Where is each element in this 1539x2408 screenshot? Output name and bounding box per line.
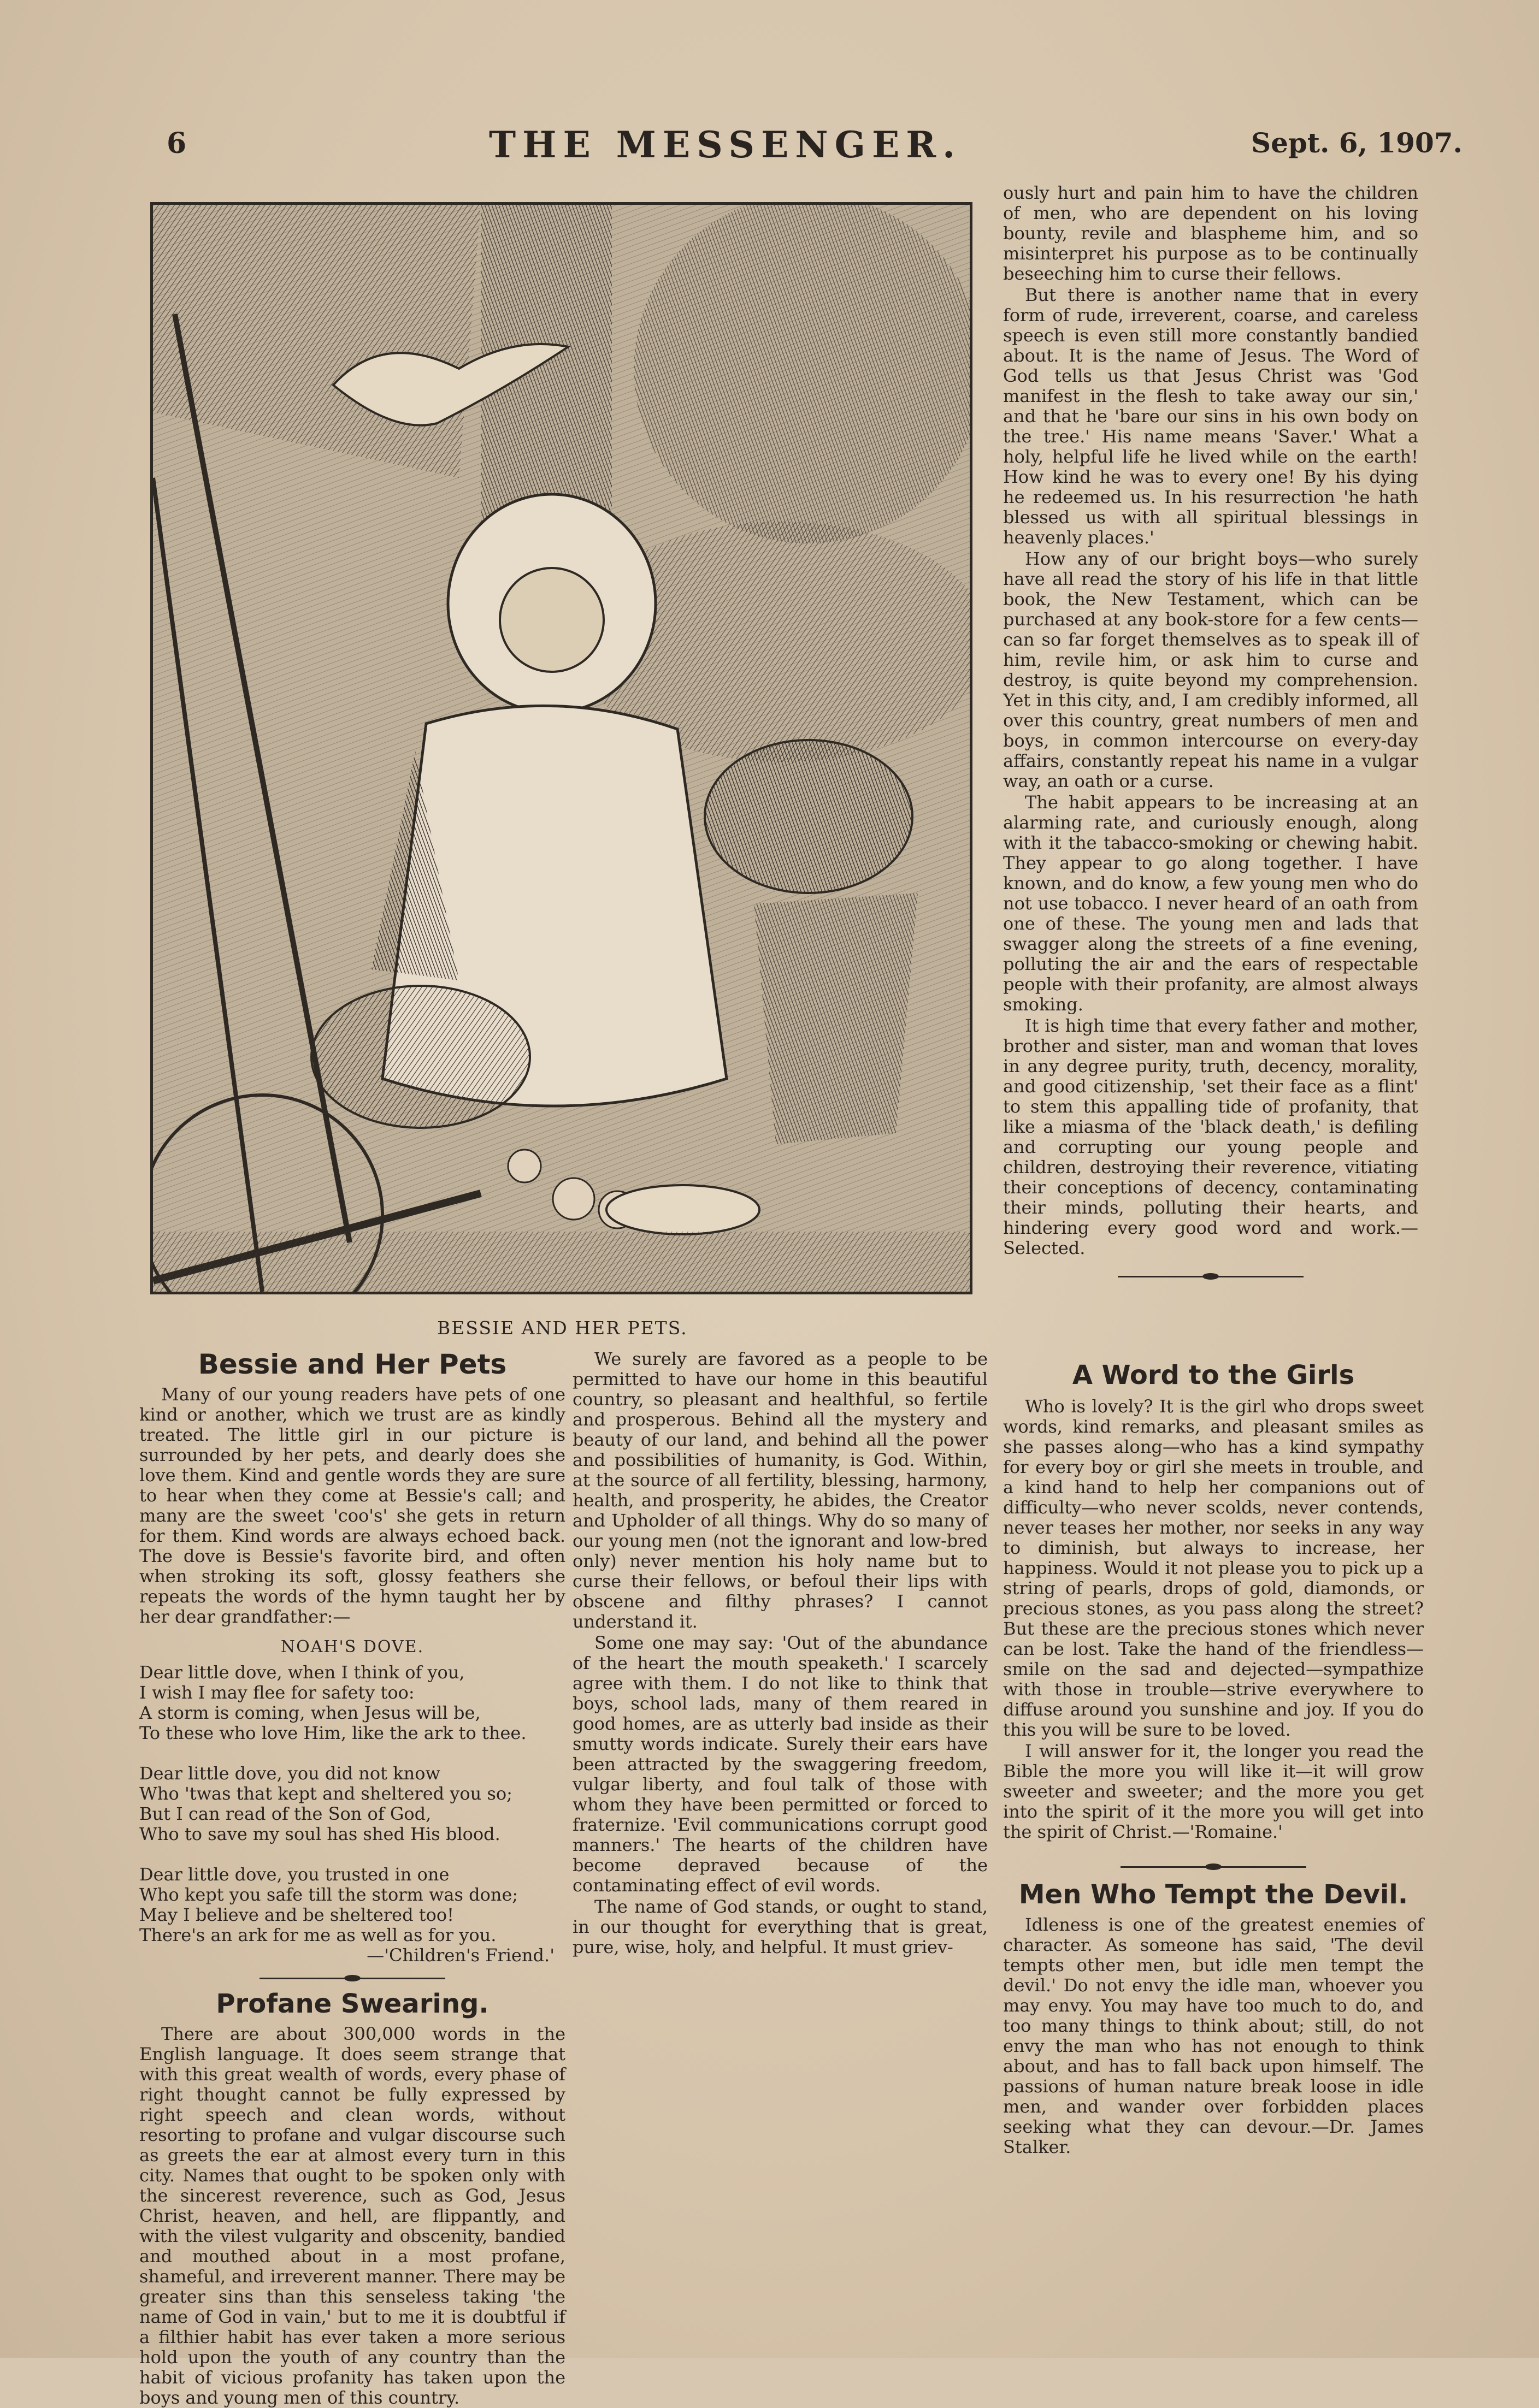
profane-paragraph-6: But there is another name that in every form of rude, irreverent, coarse, and careless speech is even still more constantly bandied about. It is the name of Jesus. The Word of God tells us that Jesus Christ was 'God manifest in the flesh to take away our sin,' and that he 'bare our sins in his own body on the tree.' His name means 'Saver.' What a holy, helpful life he lived while on the earth! How kind he was to every one! By his dying he redeemed us. In his resurrection 'he hath blessed us with all spiritual blessings in heavenly places.' (1003, 285, 1418, 548)
girl-with-birds-engraving (153, 205, 970, 1292)
illustration-caption: BESSIE AND HER PETS. (437, 1317, 688, 1339)
poem-line: I wish I may flee for safety too: (139, 1682, 415, 1703)
profane-paragraph-2: We surely are favored as a people to be permitted to have our home in this beautiful country, so pleasant and healthful, so fertile and prosperous. Behind all the mystery and beauty of our land, and behind all the power and possibilities of humanity, is God. Within, at the source of all fertility, blessing, harmony, health, and prosperity, he abides, the Creator and Upholder of all things. Why do so many of our young men (not the ignorant and low-bred only) never mention his holy name but to curse their fellows, or befoul their lips with obscene and filthy phrases? I cannot understand it. (573, 1348, 988, 1632)
devil-paragraph: Idleness is one of the greatest enemies of character. As someone has said, 'The devil tempts other men, but idle men tempt the devil.' Do not envy the idle man, whoever you may envy. You may have too much to do, and too many things to think about; still, do not envy the man who has not enough to think about, and has to fall back upon himself. The passions of human nature break loose in idle men, and wander over forbidden places seeking what they can devour.—Dr. James Stalker. (1003, 1914, 1424, 2157)
profane-paragraph-7: How any of our bright boys—who surely have all read the story of his life in that little book, the New Testament, which can be purchased at any book-store for a few cents—can so far forget themselves as to speak ill of him, revile him, or ask him to curse and destroy, is quite beyond my comprehension. Yet in this city, and, I am credibly informed, all over this country, great numbers of men and boys, in common intercourse on every-day affairs, constantly repeat his name in a vulgar way, an oath or a curse. (1003, 548, 1418, 791)
bessie-heading: Bessie and Her Pets (198, 1348, 507, 1380)
section-divider (1121, 1859, 1306, 1875)
masthead (0, 123, 1539, 176)
poem-stanza (139, 1662, 565, 1743)
girls-heading: A Word to the Girls (1072, 1360, 1355, 1391)
issue-date: Sept. 6, 1907. (1251, 127, 1463, 159)
profane-paragraph-4: The name of God stands, or ought to stand, in our thought for everything that is great, pure, wise, holy, and helpful. It must griev- (573, 1896, 988, 1957)
poem-line: Who to save my soul has shed His blood. (139, 1824, 500, 1844)
devil-heading: Men Who Tempt the Devil. (1018, 1879, 1408, 1910)
section-divider (1118, 1268, 1304, 1285)
poem-line: Dear little dove, when I think of you, (139, 1662, 465, 1683)
poem-attribution: —'Children's Friend.' (367, 1945, 555, 1966)
poem-line: May I believe and be sheltered too! (139, 1904, 454, 1925)
bessie-paragraph: Many of our young readers have pets of one kind or another, which we trust are as kindly treated. The little girl in our picture is surrounded by her pets, and dearly does she love them. Kind and gentle words they are sure to hear when they come at Bessie's call; and many are the sweet 'coo's' she gets in return for them. Kind words are always echoed back. The dove is Bessie's favorite bird, and often when stroking its soft, glossy feathers she repeats the words of the hymn taught her by her dear grandfather:— (139, 1384, 565, 1627)
profane-heading: Profane Swearing. (216, 1989, 489, 2019)
poem-line: Who kept you safe till the storm was done; (139, 1884, 518, 1905)
column-3-lower (1003, 1360, 1424, 2157)
poem-title: NOAH'S DOVE. (280, 1637, 424, 1656)
girls-paragraph-2: I will answer for it, the longer you read the Bible the more you will like it—it will grow sweeter and sweeter; and the more you get into the spirit of it the more you will get into the spirit of Christ.—'Romaine.' (1003, 1741, 1424, 1842)
section-divider (260, 1970, 445, 1986)
column-3 (1003, 183, 1418, 1289)
poem-line: To these who love Him, like the ark to thee. (139, 1723, 527, 1743)
profane-paragraph-1: There are about 300,000 words in the English language. It does seem strange that with this great wealth of words, every phase of right thought cannot be fully expressed by right speech and clean words, without resorting to profane and vulgar discourse such as greets the ear at almost every turn in this city. Names that ought to be spoken only with the sincerest reverence, such as God, Jesus Christ, heaven, and hell, are flippantly, and with the vilest vulgarity and obscenity, bandied and mouthed about in a most profane, shameful, and irreverent manner. There may be greater sins than this senseless taking 'the name of God in vain,' but to me it is doubtful if a filthier habit has ever taken a more serious hold upon the youth of any country than the habit of vicious profanity has taken upon the boys and young men of this country. (139, 2024, 565, 2408)
profane-paragraph-5: ously hurt and pain him to have the children of men, who are dependent on his loving bounty, revile and blaspheme him, and so misinterpret his purpose as to be continually beseeching him to curse their fellows. (1003, 182, 1418, 284)
poem-stanza (139, 1764, 565, 1844)
engraving-illustration (150, 202, 972, 1294)
profane-paragraph-9: It is high time that every father and mother, brother and sister, man and woman that loves in any degree purity, truth, decency, morality, and good citizenship, 'set their face as a flint' to stem this appalling tide of profanity, that like a miasma of the 'black death,' is defiling and corrupting our young people and children, destroying their reverence, vitiating their conceptions of decency, contaminating their minds, polluting their hearts, and hindering every good word and work.—Selected. (1003, 1015, 1418, 1258)
poem-stanza (139, 1865, 565, 1945)
poem (139, 1662, 565, 1966)
column-1 (139, 1349, 565, 2408)
page-number: 6 (167, 127, 187, 160)
newspaper-title: THE MESSENGER. (489, 123, 962, 166)
profane-paragraph-3: Some one may say: 'Out of the abundance of the heart the mouth speaketh.' I scarcely agree with them. I do not like to think that boys, school lads, many of them reared in good homes, are as utterly bad inside as their smutty words indicate. Surely their ears have been attracted by the swaggering freedom, vulgar liberty, and foul talk of those with whom they have been permitted or forced to fraternize. 'Evil communications corrupt good manners.' The hearts of the children have become depraved because of the contaminating effect of evil words. (573, 1632, 988, 1896)
column-2 (573, 1349, 988, 1957)
poem-line: But I can read of the Son of God, (139, 1803, 432, 1824)
poem-line: A storm is coming, when Jesus will be, (139, 1702, 481, 1723)
profane-paragraph-8: The habit appears to be increasing at an alarming rate, and curiously enough, along with it the tabacco-smoking or chewing habit. They appear to go along together. I have known, and do know, a few young men who do not use tobacco. I never heard of an oath from one of these. The young men and lads that swagger along the streets of a fine evening, polluting the air and the ears of respectable people with their profanity, are almost always smoking. (1003, 792, 1418, 1015)
poem-line: Who 'twas that kept and sheltered you so; (139, 1783, 512, 1804)
girls-paragraph-1: Who is lovely? It is the girl who drops sweet words, kind remarks, and pleasant smiles as she passes along—who has a kind sympathy for every boy or girl she meets in trouble, and a kind hand to help her companions out of difficulty—who never scolds, never contends, never teases her mother, nor seeks in any way to diminish, but always to increase, her happiness. Would it not please you to pick up a string of pearls, drops of gold, diamonds, or precious stones, as you pass along the street? But these are the precious stones which never can be lost. Take the hand of the friendless—smile on the sad and dejected—sympathize with those in trouble—strive everywhere to diffuse around you sunshine and joy. If you do this you will be sure to be loved. (1003, 1396, 1424, 1740)
poem-line: There's an ark for me as well as for you. (139, 1925, 497, 1945)
poem-line: Dear little dove, you trusted in one (139, 1864, 450, 1885)
poem-line: Dear little dove, you did not know (139, 1763, 440, 1784)
